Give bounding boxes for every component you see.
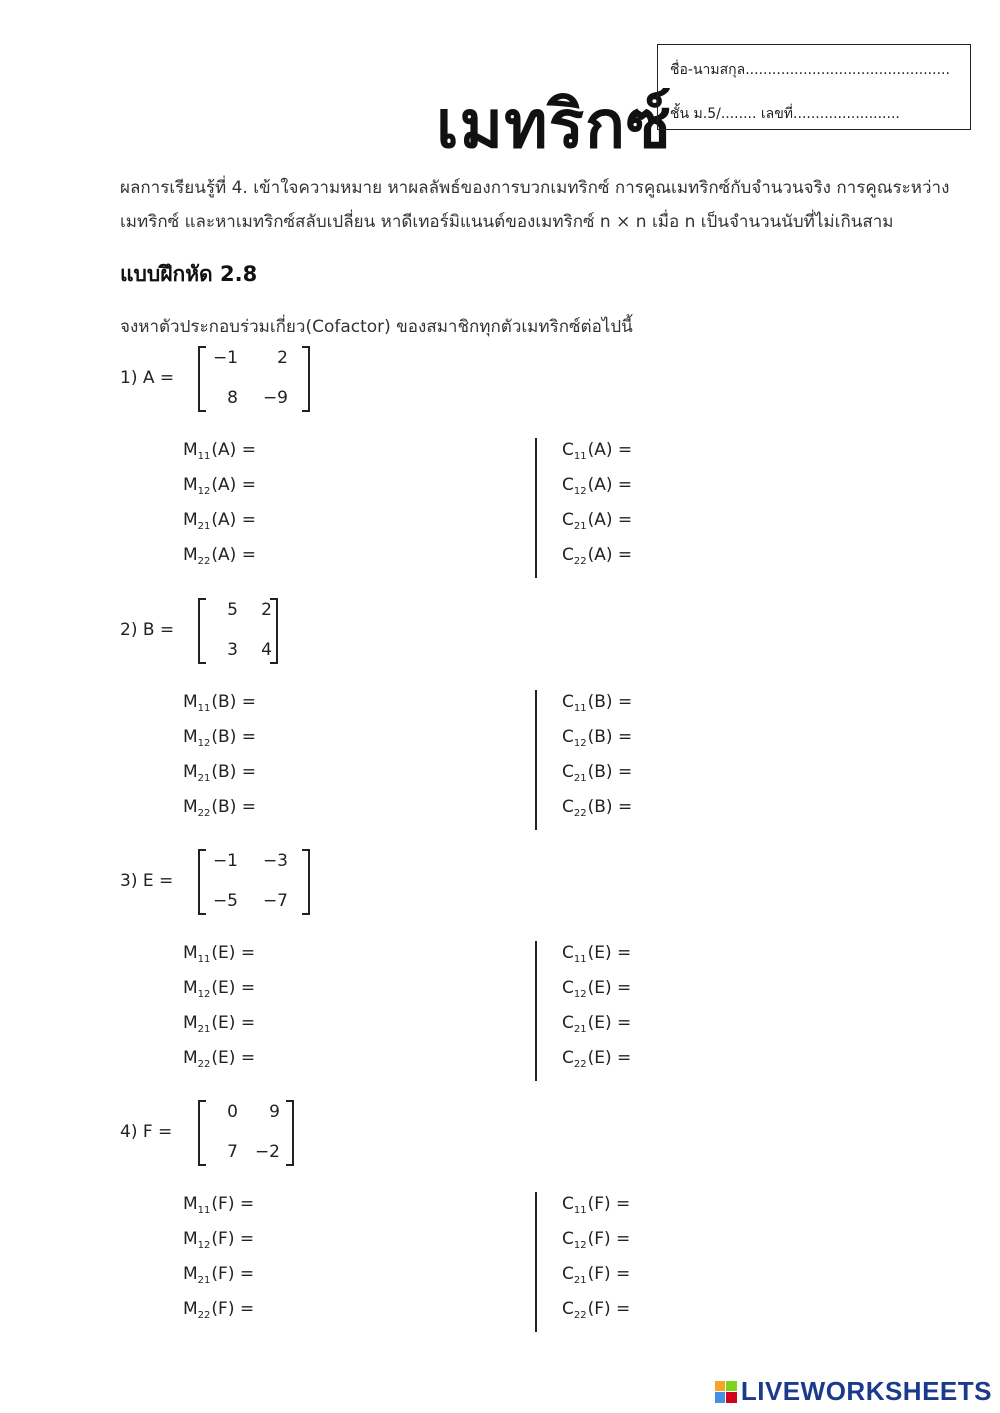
minor-row[interactable]	[183, 440, 256, 462]
cofactor-suffix: (E) =	[587, 1048, 632, 1068]
cofactor-suffix: (E) =	[587, 1013, 632, 1033]
matrix-cell: −7	[262, 891, 288, 911]
matrix-cell: −5	[212, 891, 238, 911]
minor-suffix: (B) =	[211, 727, 256, 747]
matrix-right-bracket	[302, 346, 310, 412]
minor-letter: M	[183, 1264, 198, 1284]
matrix-cell: 7	[227, 1142, 238, 1162]
minor-subscript: 22	[197, 808, 211, 819]
minor-subscript: 11	[197, 954, 211, 965]
minor-row[interactable]	[183, 978, 255, 1000]
logo-text: LIVEWORKSHEETS	[740, 1376, 992, 1406]
cofactor-subscript: 21	[573, 773, 587, 784]
minor-suffix: (A) =	[211, 510, 256, 530]
cofactor-subscript: 11	[573, 1205, 587, 1216]
cofactor-row[interactable]	[562, 1229, 630, 1251]
column-divider	[535, 690, 537, 830]
cofactor-suffix: (A) =	[587, 440, 633, 460]
cofactor-letter: C	[562, 943, 574, 963]
cofactor-suffix: (B) =	[587, 762, 633, 782]
column-divider	[535, 1192, 537, 1332]
minor-letter: M	[183, 978, 198, 998]
cofactor-suffix: (F) =	[587, 1229, 631, 1249]
cofactor-suffix: (E) =	[587, 943, 632, 963]
cofactor-row[interactable]	[562, 475, 632, 497]
minor-suffix: (E) =	[211, 943, 256, 963]
cofactor-letter: C	[562, 1264, 574, 1284]
cofactor-suffix: (A) =	[587, 545, 633, 565]
minor-letter: M	[183, 943, 198, 963]
minor-suffix: (B) =	[211, 762, 256, 782]
cofactor-row[interactable]	[562, 510, 632, 532]
minor-row[interactable]	[183, 545, 256, 567]
cofactor-letter: C	[562, 1013, 574, 1033]
minor-suffix: (F) =	[211, 1194, 255, 1214]
minor-letter: M	[183, 1299, 198, 1319]
cofactor-suffix: (F) =	[587, 1299, 631, 1319]
matrix-cell: 5	[227, 600, 238, 620]
objective-line-1: ผลการเรียนรู้ที่ 4. เข้าใจความหมาย หาผลลัพธ์ของการบวกเมทริกซ์ การคูณเมทริกซ์กับจำนวนจริง การคูณระหว่าง	[120, 178, 950, 198]
matrix-cell: −1	[212, 348, 238, 368]
minor-subscript: 12	[197, 1240, 211, 1251]
minor-letter: M	[183, 1229, 198, 1249]
minor-subscript: 21	[197, 1275, 211, 1286]
cofactor-subscript: 22	[573, 556, 587, 567]
cofactor-letter: C	[562, 1048, 574, 1068]
cofactor-subscript: 22	[573, 1310, 587, 1321]
student-info-box	[657, 44, 971, 130]
matrix	[198, 346, 310, 412]
minor-subscript: 21	[197, 521, 211, 532]
minor-row[interactable]	[183, 762, 256, 784]
minor-subscript: 12	[197, 989, 211, 1000]
cofactor-subscript: 12	[573, 1240, 587, 1251]
minor-letter: M	[183, 797, 198, 817]
matrix-cell: −3	[262, 851, 288, 871]
minor-letter: M	[183, 727, 198, 747]
cofactor-subscript: 21	[573, 1024, 587, 1035]
cofactor-row[interactable]	[562, 1013, 631, 1035]
class-line[interactable]: ชั้น ม.5/........ เลขที่........................	[670, 106, 900, 122]
cofactor-subscript: 22	[573, 808, 587, 819]
cofactor-suffix: (A) =	[587, 475, 633, 495]
cofactor-subscript: 11	[573, 451, 587, 462]
problem-label: 3) E =	[120, 871, 174, 891]
minor-suffix: (E) =	[211, 978, 256, 998]
problem-label: 2) B =	[120, 620, 175, 640]
cofactor-letter: C	[562, 1194, 574, 1214]
cofactor-subscript: 21	[573, 521, 587, 532]
matrix-cell: 8	[227, 388, 238, 408]
minor-row[interactable]	[183, 1194, 254, 1216]
matrix-cell: −1	[212, 851, 238, 871]
minor-letter: M	[183, 510, 198, 530]
minor-row[interactable]	[183, 1048, 255, 1070]
minor-row[interactable]	[183, 692, 256, 714]
minor-suffix: (F) =	[211, 1299, 255, 1319]
minor-letter: M	[183, 440, 198, 460]
minor-subscript: 12	[197, 738, 211, 749]
cofactor-row[interactable]	[562, 1299, 630, 1321]
minor-row[interactable]	[183, 1299, 254, 1321]
minor-row[interactable]	[183, 1013, 255, 1035]
cofactor-row[interactable]	[562, 1048, 631, 1070]
cofactor-row[interactable]	[562, 1264, 630, 1286]
logo-mark-icon	[715, 1381, 737, 1403]
minor-letter: M	[183, 1194, 198, 1214]
name-line[interactable]: ชื่อ-นามสกุล..............................................	[670, 62, 950, 78]
instruction-text: จงหาตัวประกอบร่วมเกี่ยว(Cofactor) ของสมาชิกทุกตัวเมทริกซ์ต่อไปนี้	[120, 317, 633, 337]
cofactor-row[interactable]	[562, 440, 632, 462]
minor-subscript: 12	[197, 486, 211, 497]
matrix-cell: 4	[261, 640, 272, 660]
cofactor-subscript: 21	[573, 1275, 587, 1286]
cofactor-suffix: (B) =	[587, 692, 633, 712]
matrix-right-bracket	[302, 849, 310, 915]
cofactor-suffix: (B) =	[587, 797, 633, 817]
matrix-cell: 9	[269, 1102, 280, 1122]
problem-3	[0, 849, 1000, 1089]
minor-subscript: 11	[197, 451, 211, 462]
minor-suffix: (E) =	[211, 1048, 256, 1068]
cofactor-row[interactable]	[562, 692, 632, 714]
minor-row[interactable]	[183, 1264, 254, 1286]
cofactor-row[interactable]	[562, 978, 631, 1000]
column-divider	[535, 941, 537, 1081]
minor-suffix: (A) =	[211, 440, 256, 460]
matrix-cell: 0	[227, 1102, 238, 1122]
cofactor-suffix: (E) =	[587, 978, 632, 998]
problem-label: 4) F =	[120, 1122, 173, 1142]
cofactor-subscript: 12	[573, 486, 587, 497]
objective-line-2: เมทริกซ์ และหาเมทริกซ์สลับเปลี่ยน หาดีเทอร์มิแนนต์ของเมทริกซ์ n × n เมื่อ n เป็นจำนวนนับที่ไม่เกินสาม	[120, 212, 894, 232]
cofactor-suffix: (F) =	[587, 1264, 631, 1284]
problem-4	[0, 1100, 1000, 1340]
matrix-cell: 3	[227, 640, 238, 660]
minor-suffix: (E) =	[211, 1013, 256, 1033]
liveworksheets-logo	[715, 1376, 992, 1407]
minor-row[interactable]	[183, 797, 256, 819]
cofactor-letter: C	[562, 762, 574, 782]
minor-suffix: (A) =	[211, 475, 256, 495]
minor-row[interactable]	[183, 510, 256, 532]
cofactor-row[interactable]	[562, 943, 631, 965]
matrix-cell: −2	[254, 1142, 280, 1162]
minor-subscript: 22	[197, 1059, 211, 1070]
cofactor-subscript: 12	[573, 989, 587, 1000]
cofactor-row[interactable]	[562, 545, 632, 567]
minor-letter: M	[183, 762, 198, 782]
matrix-cell: 2	[277, 348, 288, 368]
cofactor-letter: C	[562, 797, 574, 817]
minor-suffix: (B) =	[211, 797, 256, 817]
matrix-cell: −9	[262, 388, 288, 408]
cofactor-row[interactable]	[562, 727, 632, 749]
problem-label: 1) A =	[120, 368, 175, 388]
minor-row[interactable]	[183, 1229, 254, 1251]
exercise-title: แบบฝึกหัด 2.8	[120, 262, 258, 286]
cofactor-letter: C	[562, 1299, 574, 1319]
minor-row[interactable]	[183, 943, 255, 965]
minor-row[interactable]	[183, 727, 256, 749]
cofactor-row[interactable]	[562, 762, 632, 784]
matrix	[198, 849, 310, 915]
minor-row[interactable]	[183, 475, 256, 497]
minor-suffix: (B) =	[211, 692, 256, 712]
cofactor-row[interactable]	[562, 797, 632, 819]
cofactor-letter: C	[562, 1229, 574, 1249]
minor-suffix: (F) =	[211, 1229, 255, 1249]
problem-2	[0, 598, 1000, 838]
cofactor-suffix: (B) =	[587, 727, 633, 747]
minor-letter: M	[183, 692, 198, 712]
minor-subscript: 21	[197, 1024, 211, 1035]
cofactor-letter: C	[562, 440, 574, 460]
minor-subscript: 22	[197, 556, 211, 567]
cofactor-letter: C	[562, 978, 574, 998]
cofactor-letter: C	[562, 475, 574, 495]
minor-subscript: 22	[197, 1310, 211, 1321]
minor-letter: M	[183, 475, 198, 495]
page-title: เมทริกซ์	[436, 86, 672, 163]
cofactor-subscript: 11	[573, 954, 587, 965]
minor-letter: M	[183, 1048, 198, 1068]
cofactor-letter: C	[562, 545, 574, 565]
minor-subscript: 11	[197, 1205, 211, 1216]
cofactor-subscript: 11	[573, 703, 587, 714]
matrix	[198, 598, 278, 664]
minor-letter: M	[183, 1013, 198, 1033]
cofactor-letter: C	[562, 727, 574, 747]
matrix-right-bracket	[286, 1100, 294, 1166]
column-divider	[535, 438, 537, 578]
minor-letter: M	[183, 545, 198, 565]
minor-suffix: (A) =	[211, 545, 256, 565]
cofactor-letter: C	[562, 692, 574, 712]
cofactor-row[interactable]	[562, 1194, 630, 1216]
cofactor-suffix: (A) =	[587, 510, 633, 530]
cofactor-letter: C	[562, 510, 574, 530]
minor-subscript: 11	[197, 703, 211, 714]
minor-subscript: 21	[197, 773, 211, 784]
matrix	[198, 1100, 294, 1166]
problem-1	[0, 346, 1000, 586]
cofactor-suffix: (F) =	[587, 1194, 631, 1214]
minor-suffix: (F) =	[211, 1264, 255, 1284]
matrix-cell: 2	[261, 600, 272, 620]
cofactor-subscript: 12	[573, 738, 587, 749]
cofactor-subscript: 22	[573, 1059, 587, 1070]
